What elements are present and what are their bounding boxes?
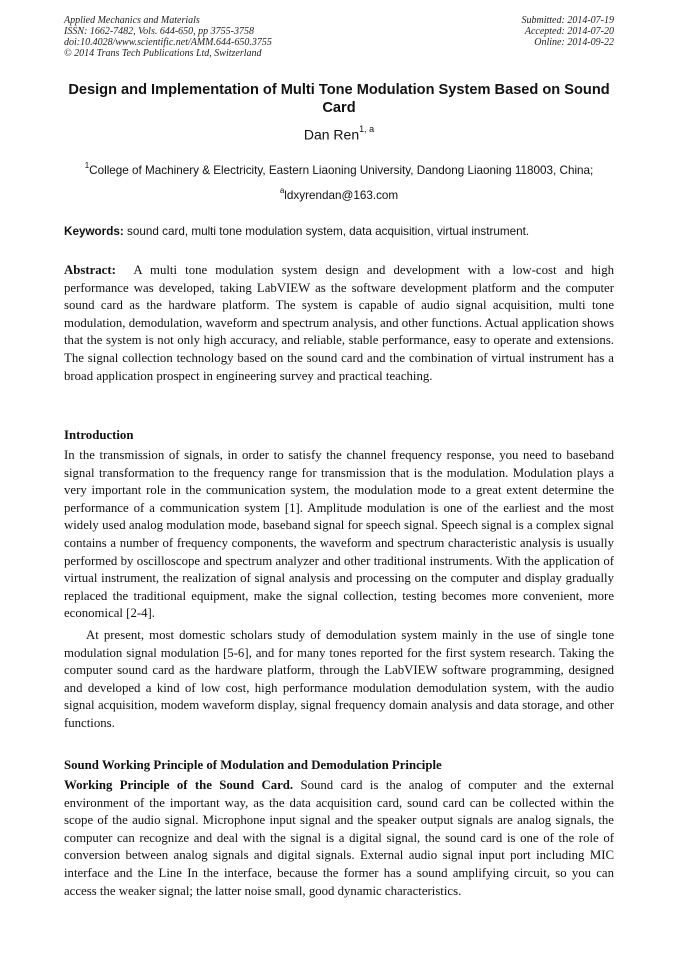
- online-date: Online: 2014-09-22: [534, 37, 614, 48]
- journal-header: [64, 15, 272, 59]
- abstract-label: Abstract:: [64, 263, 116, 277]
- author-name: Dan Ren: [303, 126, 360, 143]
- accepted-date: Accepted: 2014-07-20: [524, 26, 614, 37]
- introduction-paragraph-2: At present, most domestic scholars study of demodulation system mainly in the use of single tone modulation signal modulation [5-6], and for many tones reported for the first system research. Taking the computer sound card as the hardware platform, through the LabVIEW software programming, designed and developed a kind of low cost, high performance modulation demodulation system, with the audio signal acquisition, modem waveform display, signal frequency domain analysis and data storage, and other functions.: [64, 628, 614, 730]
- section-heading-sound-principle: Sound Working Principle of Modulation and Demodulation Principle: [64, 758, 442, 772]
- introduction-heading: Introduction: [64, 428, 134, 442]
- author-sup: 1, a: [359, 124, 375, 134]
- affiliation-text: College of Machinery & Electricity, Eastern Liaoning University, Dandong Liaoning 118003, China;: [89, 163, 594, 177]
- author-email: [64, 187, 614, 202]
- keywords-text: sound card, multi tone modulation system, data acquisition, virtual instrument.: [127, 225, 530, 238]
- affiliation-sup: 1: [84, 161, 90, 170]
- copyright-line: © 2014 Trans Tech Publications Ltd, Switzerland: [64, 48, 262, 59]
- issn-line: ISSN: 1662-7482, Vols. 644-650, pp 3755-3758: [64, 26, 254, 37]
- doi-line: doi:10.4028/www.scientific.net/AMM.644-650.3755: [64, 37, 272, 48]
- paper-title: Design and Implementation of Multi Tone Modulation System Based on Sound Card: [68, 82, 610, 116]
- journal-name: Applied Mechanics and Materials: [64, 15, 200, 26]
- abstract: [64, 262, 614, 385]
- sound-card-text: Sound card is the analog of computer and the external environment of the important way, as the data acquisition card, sound card can be collected within the scope of the audio signal. Microphone input signal and the speaker output signals are analog signals, the computer can recognize and deal with the signal is a digital signal, the sound card is one of the role of conversion between analog signals and digital signals. External audio signal input port including MIC interface and the Line In the interface, because the former has a sound amplifying circuit, so you can access the weaker signal; the latter noise small, good dynamic characteristics.: [64, 778, 614, 898]
- submitted-date: Submitted: 2014-07-19: [521, 15, 614, 26]
- email-sup: a: [279, 186, 285, 195]
- affiliation: [64, 162, 614, 177]
- sound-card-subheading: Working Principle of the Sound Card.: [64, 778, 294, 792]
- keywords: [64, 225, 614, 239]
- email-text: ldxyrendan@163.com: [284, 188, 399, 202]
- sound-card-paragraph: [64, 777, 614, 900]
- dates-header: [522, 15, 615, 48]
- keywords-label: Keywords:: [64, 225, 124, 238]
- author-line: [64, 126, 614, 143]
- abstract-text: A multi tone modulation system design and development with a low-cost and high performance was developed, taking LabVIEW as the software development platform and the computer sound card as the hardware platform. The system is capable of audio signal acquisition, multi tone modulation, demodulation, waveform and spectrum analysis, and other functions. Actual application shows that the system is not only high accuracy, and reliable, stable performance, easy to operate and extensions. The signal collection technology based on the sound card and the combination of virtual instrument has a broad application prospect in engineering survey and practical teaching.: [64, 263, 615, 383]
- introduction-paragraph-1: In the transmission of signals, in order to satisfy the channel frequency response, you need to baseband signal transformation to the frequency range for transmission that is the modulation. Modulation plays a very important role in the communication system, the modulation mode to a great extent determine the performance of a communication system [1]. Amplitude modulation is one of the earliest and the most widely used analog modulation mode, baseband signal for speech signal. Speech signal is a complex signal contains a number of frequency components, the waveform and spectrum characteristic analysis is usually performed by oscilloscope and spectrum analyzer and other traditional instruments. With the application of virtual instrument, the realization of signal analysis and processing on the computer and display gradually replaced the traditional equipment, make the signal collection, testing becomes more convenient, more economical [2-4].: [64, 448, 614, 621]
